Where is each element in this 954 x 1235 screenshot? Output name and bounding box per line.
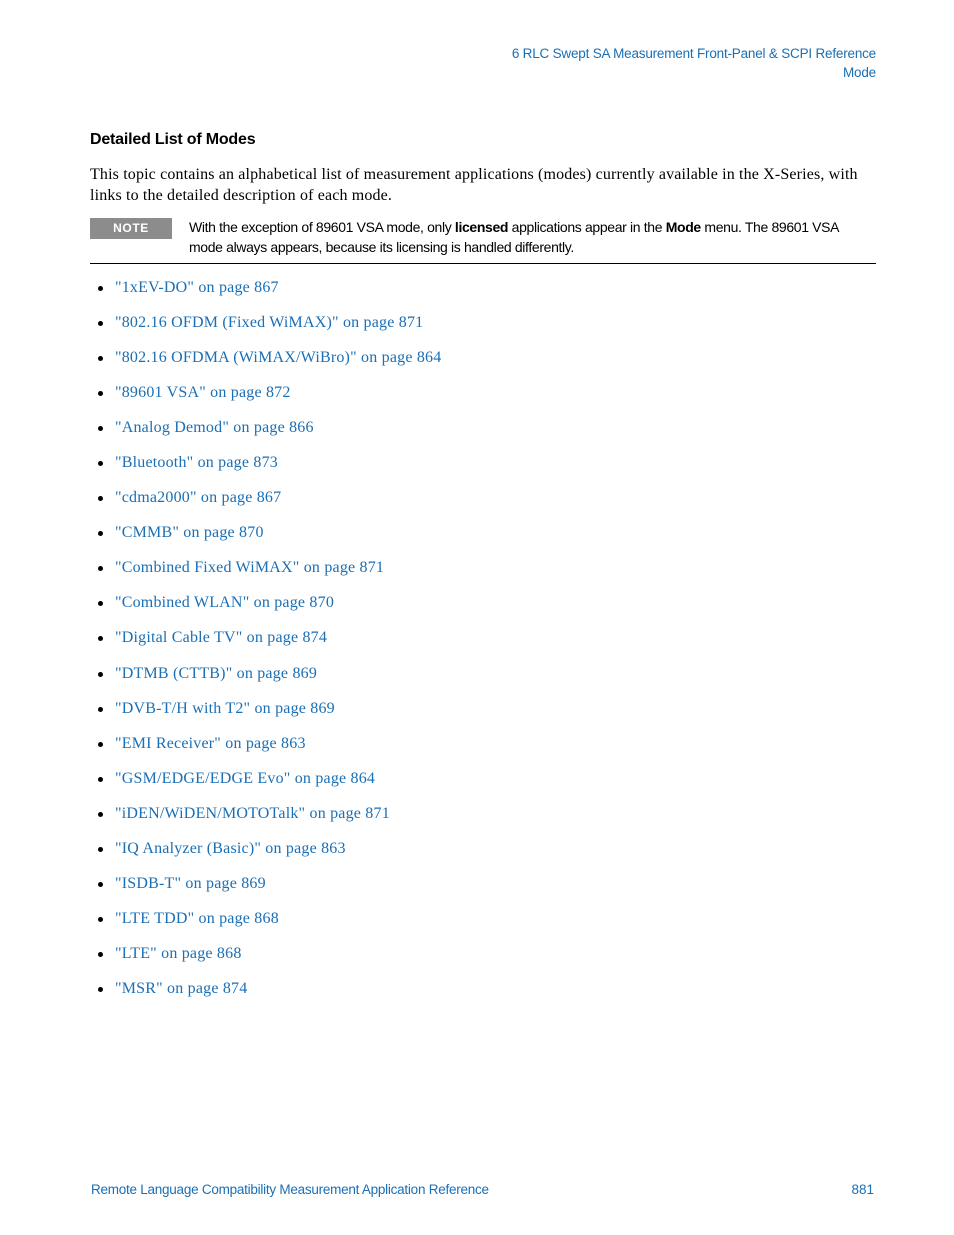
intro-paragraph: This topic contains an alphabetical list of measurement applications (modes) currently available in the X-Series, with links to the detailed description of each mode. — [90, 166, 858, 204]
list-item — [90, 382, 441, 417]
note-bold-mode: Mode — [665, 219, 701, 235]
section-name: Mode — [843, 65, 876, 80]
note-bold-licensed: licensed — [454, 219, 509, 235]
mode-link[interactable]: "cdma2000" on page 867 — [115, 489, 282, 507]
mode-link[interactable]: "1xEV-DO" on page 867 — [115, 279, 279, 296]
bullet-icon — [98, 742, 103, 747]
mode-link[interactable]: "Combined Fixed WiMAX" on page 871 — [115, 559, 385, 577]
bullet-icon — [98, 636, 103, 641]
note-text-part: menu. The 89601 VSA mode always appears, because its licensing is handled differently. — [189, 219, 839, 255]
list-item — [90, 838, 441, 873]
list-item — [90, 487, 441, 522]
mode-link[interactable]: "DVB-T/H with T2" on page 869 — [115, 699, 335, 717]
bullet-icon — [98, 882, 103, 887]
list-item — [90, 557, 441, 592]
running-header — [512, 44, 876, 82]
bullet-icon — [98, 987, 103, 992]
mode-link[interactable]: "MSR" on page 874 — [115, 979, 248, 997]
page-number: 881 — [851, 1182, 874, 1197]
note-text — [189, 217, 869, 257]
bullet-icon — [98, 391, 103, 396]
mode-link[interactable]: "Combined WLAN" on page 870 — [115, 594, 335, 612]
bullet-icon — [98, 917, 103, 922]
list-item — [90, 698, 441, 733]
bullet-icon — [98, 672, 103, 677]
list-item — [90, 522, 441, 557]
list-item — [90, 733, 441, 768]
mode-link[interactable]: "LTE TDD" on page 868 — [115, 909, 279, 927]
bullet-icon — [98, 461, 103, 466]
list-item — [90, 277, 441, 312]
bullet-icon — [98, 847, 103, 852]
mode-link[interactable]: "EMI Receiver" on page 863 — [115, 734, 306, 752]
bullet-icon — [98, 496, 103, 501]
note-text-part: With the exception of 89601 VSA mode, only — [189, 219, 455, 235]
mode-link[interactable]: "89601 VSA" on page 872 — [115, 384, 291, 402]
note-box — [90, 216, 876, 264]
footer-title: Remote Language Compatibility Measurement Application Reference — [91, 1182, 489, 1197]
list-item — [90, 768, 441, 803]
bullet-icon — [98, 952, 103, 957]
list-item — [90, 452, 441, 487]
bullet-icon — [98, 707, 103, 712]
chapter-title: 6 RLC Swept SA Measurement Front-Panel & SCPI Reference — [511, 46, 876, 61]
bullet-icon — [98, 356, 103, 361]
bullet-icon — [98, 286, 103, 291]
mode-link[interactable]: "Bluetooth" on page 873 — [115, 454, 278, 472]
mode-link[interactable]: "IQ Analyzer (Basic)" on page 863 — [115, 839, 346, 857]
mode-link[interactable]: "iDEN/WiDEN/MOTOTalk" on page 871 — [115, 804, 390, 822]
list-item — [90, 312, 441, 347]
mode-link[interactable]: "GSM/EDGE/EDGE Evo" on page 864 — [115, 769, 376, 787]
mode-link[interactable]: "DTMB (CTTB)" on page 869 — [115, 664, 318, 682]
note-badge: NOTE — [90, 218, 172, 239]
mode-link[interactable]: "ISDB-T" on page 869 — [115, 874, 266, 892]
bullet-icon — [98, 531, 103, 536]
mode-link[interactable]: "802.16 OFDMA (WiMAX/WiBro)" on page 864 — [115, 349, 442, 367]
mode-link[interactable]: "802.16 OFDM (Fixed WiMAX)" on page 871 — [115, 314, 424, 332]
list-item — [90, 803, 441, 838]
section-title: Detailed List of Modes — [90, 131, 256, 148]
list-item — [90, 347, 441, 382]
list-item — [90, 627, 441, 662]
note-text-part: applications appear in the — [508, 219, 666, 235]
mode-link[interactable]: "LTE" on page 868 — [115, 944, 242, 962]
list-item — [90, 417, 441, 452]
mode-link[interactable]: "Digital Cable TV" on page 874 — [115, 629, 328, 647]
list-item — [90, 663, 441, 698]
mode-link[interactable]: "CMMB" on page 870 — [115, 524, 264, 542]
bullet-icon — [98, 321, 103, 326]
bullet-icon — [98, 426, 103, 431]
mode-list — [90, 277, 441, 1013]
list-item — [90, 592, 441, 627]
list-item — [90, 873, 441, 908]
list-item — [90, 978, 441, 1013]
bullet-icon — [98, 812, 103, 817]
bullet-icon — [98, 777, 103, 782]
mode-link[interactable]: "Analog Demod" on page 866 — [115, 419, 314, 437]
list-item — [90, 908, 441, 943]
list-item — [90, 943, 441, 978]
bullet-icon — [98, 566, 103, 571]
bullet-icon — [98, 601, 103, 606]
